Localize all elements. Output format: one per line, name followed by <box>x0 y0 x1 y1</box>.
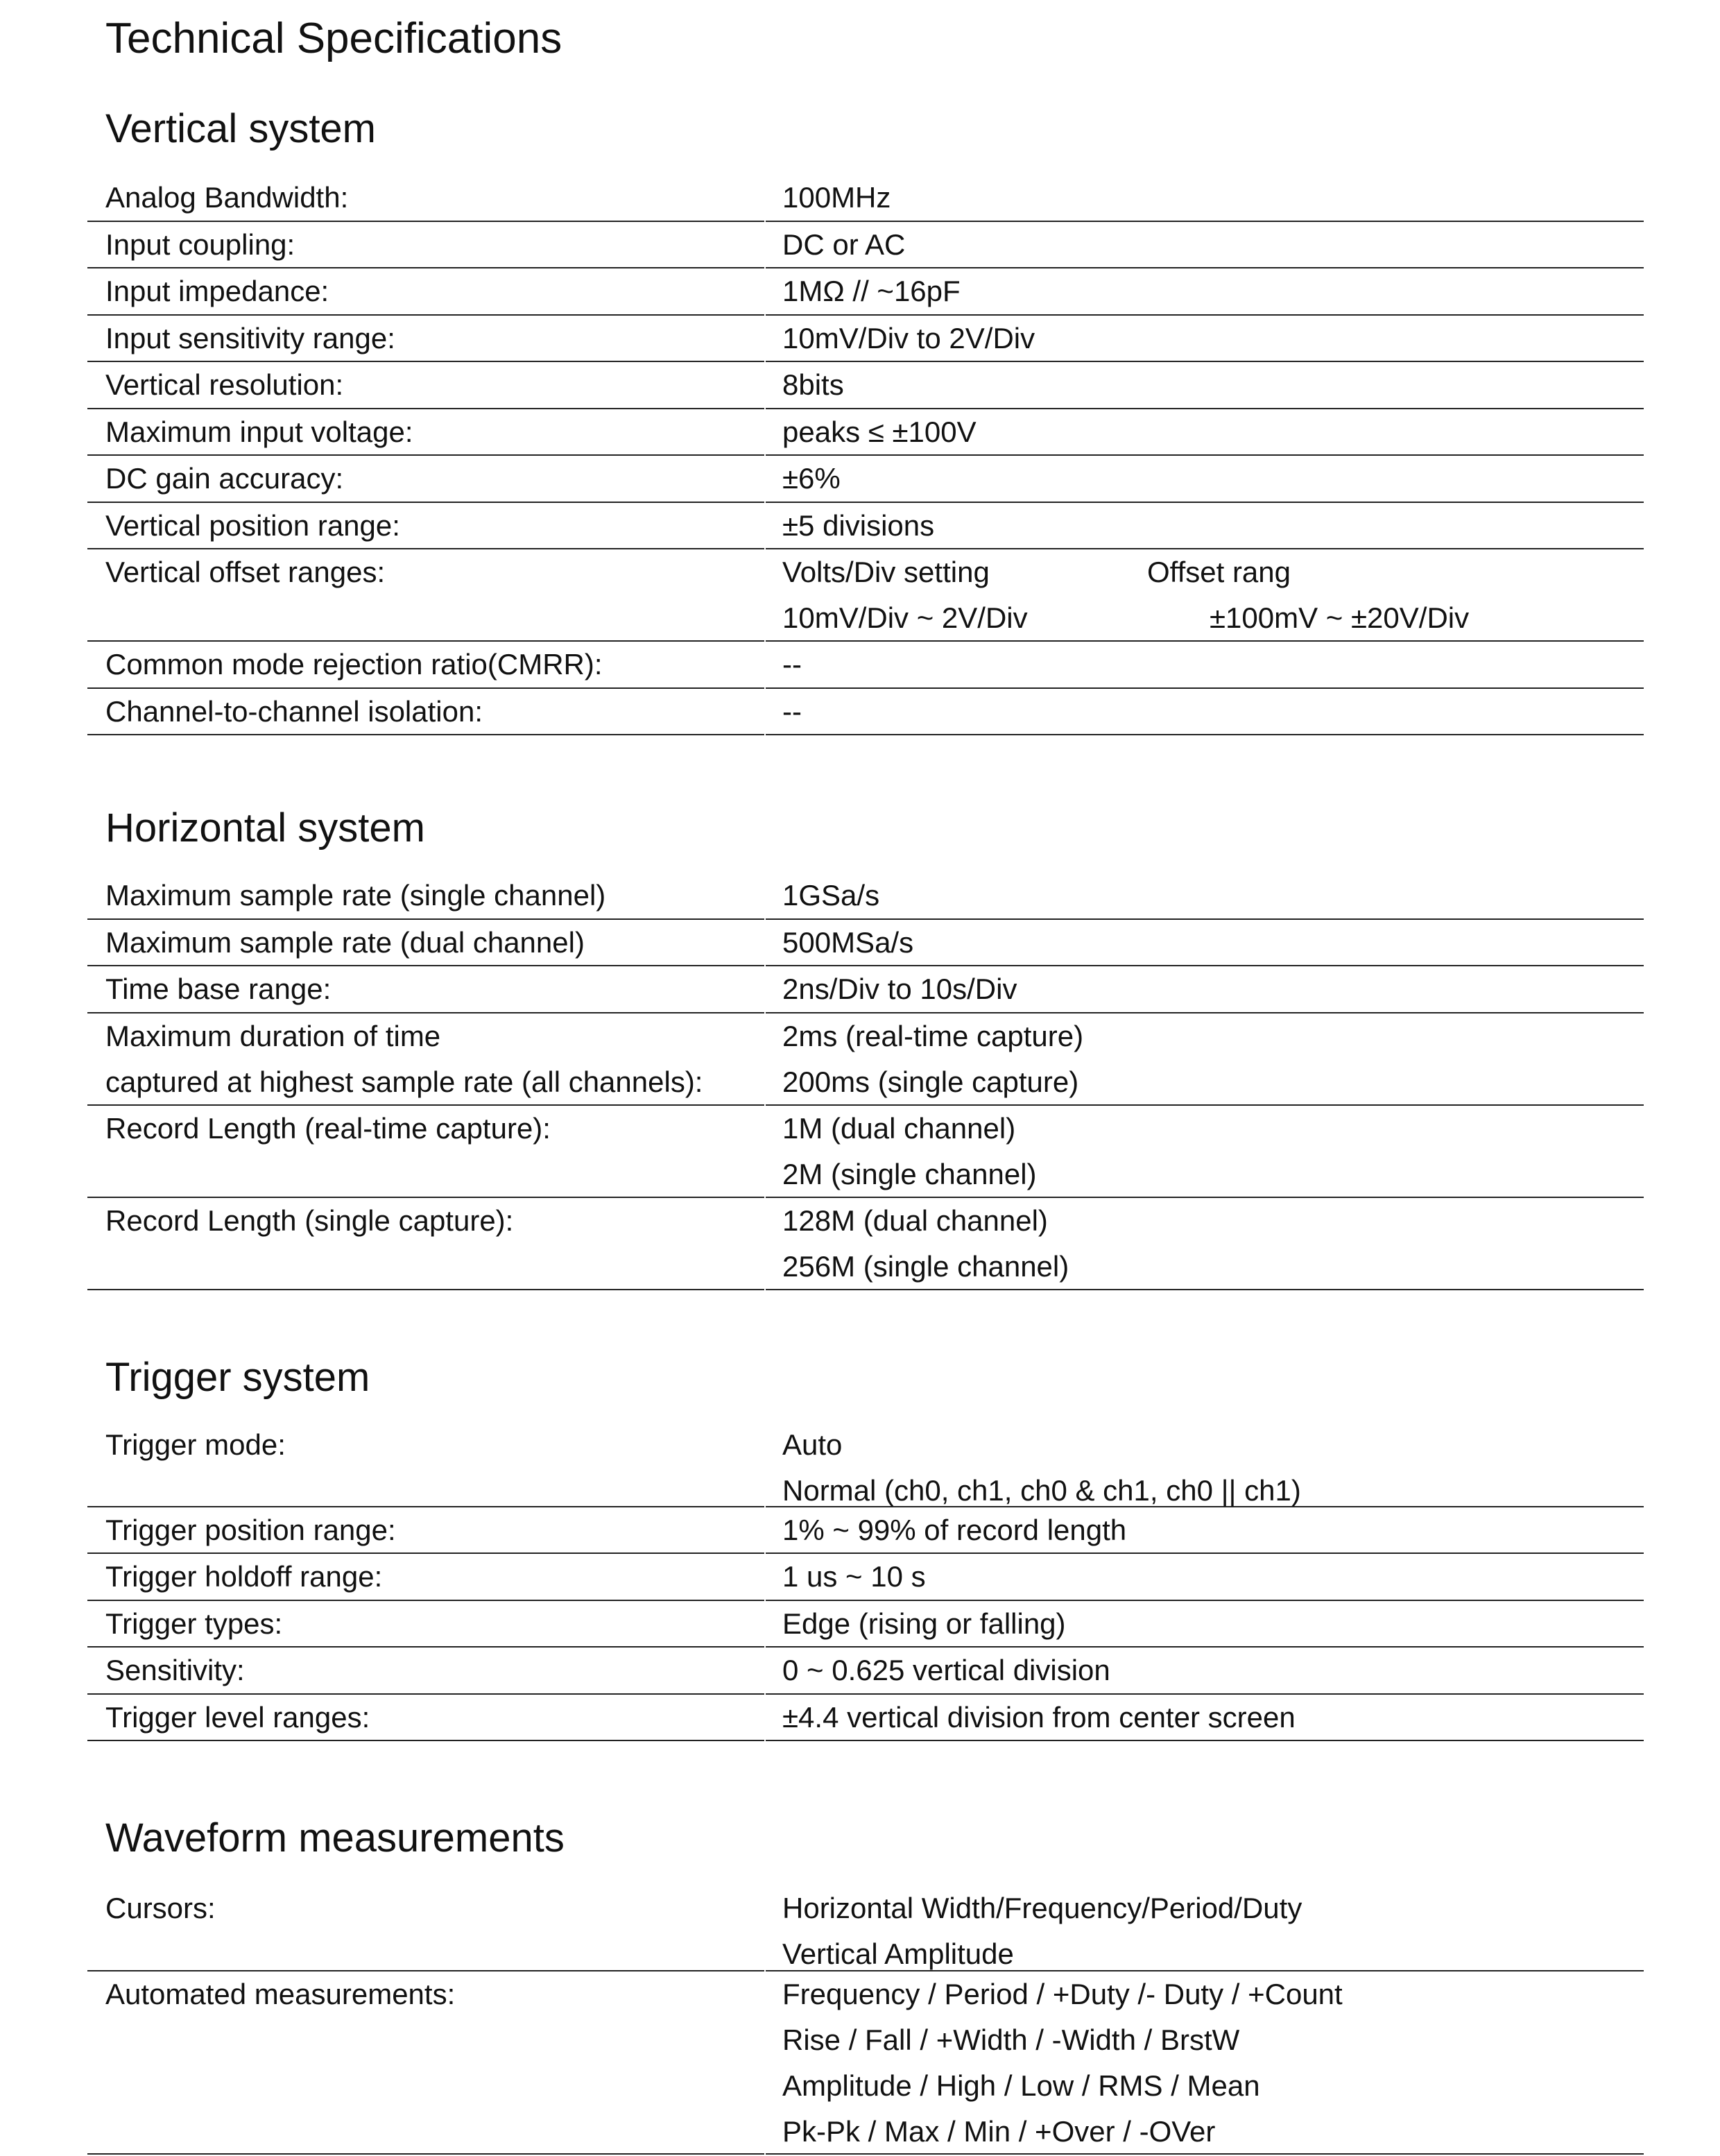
spec-label: Input sensitivity range: <box>105 322 395 354</box>
spec-value: ±6% <box>782 462 841 495</box>
spec-label: Common mode rejection ratio(CMRR): <box>105 648 603 681</box>
spec-label: Analog Bandwidth: <box>105 181 349 214</box>
spec-value: 2ns/Div to 10s/Div <box>782 973 1017 1005</box>
spec-label: Record Length (single capture): <box>105 1204 514 1237</box>
spec-row <box>87 689 1644 735</box>
spec-row <box>87 1198 1644 1290</box>
spec-row <box>87 503 1644 549</box>
spec-label: Automated measurements: <box>105 1978 456 2010</box>
spec-row <box>87 222 1644 268</box>
spec-value: 1M (dual channel) 2M (single channel) <box>782 1112 1037 1190</box>
spec-row <box>87 642 1644 689</box>
section-title-vertical: Vertical system <box>105 106 376 151</box>
spec-value: 10mV/Div to 2V/Div <box>782 322 1035 354</box>
spec-row <box>87 1648 1644 1695</box>
spec-value: 1% ~ 99% of record length <box>782 1514 1127 1546</box>
spec-value: 1GSa/s <box>782 879 880 912</box>
spec-label: Sensitivity: <box>105 1654 245 1686</box>
spec-table-vertical <box>87 175 1644 735</box>
spec-label: Trigger mode: <box>105 1428 286 1461</box>
spec-row <box>87 873 1644 920</box>
spec-label: Maximum input voltage: <box>105 416 413 448</box>
spec-value: Auto Normal (ch0, ch1, ch0 & ch1, ch0 || ch1) <box>782 1428 1301 1507</box>
spec-label: Trigger level ranges: <box>105 1701 370 1734</box>
spec-label: Maximum sample rate (single channel) <box>105 879 606 912</box>
spec-value: 0 ~ 0.625 vertical division <box>782 1654 1110 1686</box>
spec-row <box>87 1422 1644 1507</box>
spec-row <box>87 1601 1644 1648</box>
spec-row <box>87 966 1644 1013</box>
spec-value: Frequency / Period / +Duty /- Duty / +Count Rise / Fall / +Width / -Width / BrstW Amplitude / High / Low / RMS / Mean Pk-Pk / Max / Min / +Over / -OVer <box>782 1978 1343 2148</box>
spec-value: -- <box>782 695 802 728</box>
spec-row <box>87 456 1644 503</box>
spec-row <box>87 409 1644 456</box>
spec-table-trigger <box>87 1422 1644 1741</box>
spec-label: Trigger types: <box>105 1607 283 1640</box>
spec-row <box>87 1013 1644 1106</box>
section-title-waveform: Waveform measurements <box>105 1815 565 1860</box>
spec-row <box>87 1885 1644 1971</box>
spec-value: 128M (dual channel) 256M (single channel) <box>782 1204 1069 1283</box>
spec-row <box>87 1106 1644 1198</box>
spec-label: Time base range: <box>105 973 332 1005</box>
spec-label: Vertical resolution: <box>105 368 344 401</box>
section-title-horizontal: Horizontal system <box>105 805 425 850</box>
section-title-trigger: Trigger system <box>105 1355 370 1400</box>
spec-value: 2ms (real-time capture) 200ms (single capture) <box>782 1020 1084 1098</box>
spec-row <box>87 920 1644 966</box>
spec-value: Volts/Div setting 10mV/Div ~ 2V/Div <box>782 556 1028 634</box>
spec-value: -- <box>782 648 802 681</box>
spec-label: Maximum duration of time captured at highest sample rate (all channels): <box>105 1020 703 1098</box>
spec-label: Maximum sample rate (dual channel) <box>105 926 585 959</box>
spec-row <box>87 316 1644 362</box>
spec-label: Cursors: <box>105 1892 216 1924</box>
spec-row <box>87 1695 1644 1741</box>
spec-value: 8bits <box>782 368 844 401</box>
spec-value: Edge (rising or falling) <box>782 1607 1066 1640</box>
spec-value: Horizontal Width/Frequency/Period/Duty Vertical Amplitude <box>782 1892 1302 1970</box>
spec-label: Record Length (real-time capture): <box>105 1112 551 1145</box>
spec-value: 500MSa/s <box>782 926 914 959</box>
spec-row <box>87 268 1644 316</box>
spec-label: Trigger holdoff range: <box>105 1560 383 1593</box>
spec-value: 100MHz <box>782 181 891 214</box>
spec-label: Channel-to-channel isolation: <box>105 695 483 728</box>
spec-value: 1 us ~ 10 s <box>782 1560 926 1593</box>
spec-label: Trigger position range: <box>105 1514 396 1546</box>
spec-label: Vertical offset ranges: <box>105 556 386 588</box>
spec-table-horizontal <box>87 873 1644 1290</box>
spec-label: Vertical position range: <box>105 509 400 542</box>
spec-row <box>87 549 1644 642</box>
spec-value: peaks ≤ ±100V <box>782 416 977 448</box>
spec-row <box>87 1554 1644 1601</box>
spec-value-offset-col: Offset rang ±100mV ~ ±20V/Div <box>1147 556 1470 634</box>
spec-label: DC gain accuracy: <box>105 462 344 495</box>
spec-table-waveform <box>87 1885 1644 2155</box>
spec-label: Input coupling: <box>105 228 295 261</box>
spec-value: ±5 divisions <box>782 509 935 542</box>
spec-row <box>87 1971 1644 2155</box>
spec-value: 1MΩ // ~16pF <box>782 275 961 307</box>
spec-row <box>87 362 1644 409</box>
spec-label: Input impedance: <box>105 275 329 307</box>
spec-row <box>87 1507 1644 1554</box>
spec-value: DC or AC <box>782 228 906 261</box>
spec-row <box>87 175 1644 222</box>
spec-value: ±4.4 vertical division from center screen <box>782 1701 1296 1734</box>
page-title: Technical Specifications <box>105 15 562 62</box>
